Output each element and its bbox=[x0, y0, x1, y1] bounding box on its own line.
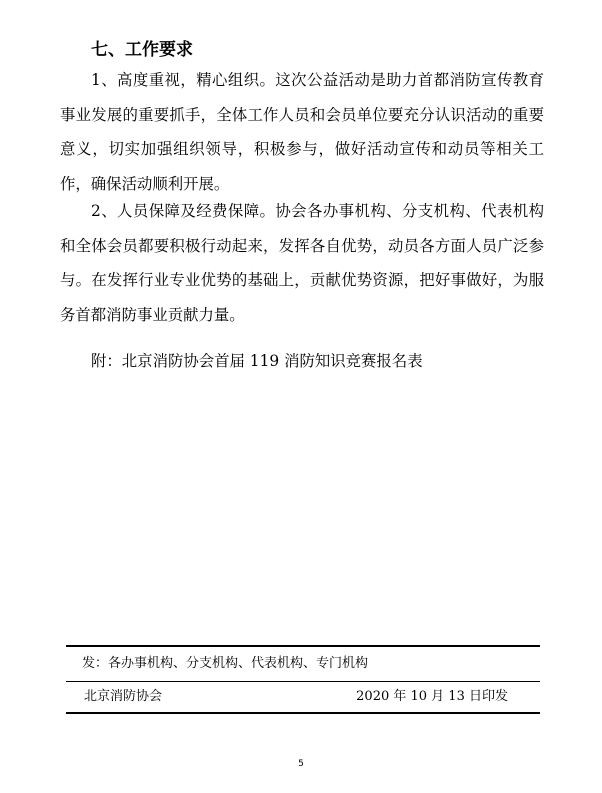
requirement-paragraph-1: 1、高度重视，精心组织。这次公益活动是助力首都消防宣传教育事业发展的重要抓手，全体工作人员和会员单位要充分认识活动的重要意义，切实加强组织领导，积极参与，做好活动宣传和动员等相关工作，确保活动顺利开展。 bbox=[60, 71, 544, 193]
attachment-note: 附：北京消防协会首届 119 消防知识竞赛报名表 bbox=[91, 352, 423, 370]
page-number: 5 bbox=[298, 759, 304, 769]
footer-middle-rule bbox=[66, 681, 540, 682]
issuing-organization: 北京消防协会 bbox=[84, 689, 163, 704]
footer-bottom-rule bbox=[66, 712, 540, 714]
footer-top-rule bbox=[66, 645, 540, 647]
requirement-paragraph-2: 2、人员保障及经费保障。协会各办事机构、分支机构、代表机构和全体会员都要积极行动起来，发挥各自优势，动员各方面人员广泛参与。在发挥行业专业优势的基础上，贡献优势资源，把好事做好，为服务首都消防事业贡献力量。 bbox=[60, 202, 544, 324]
section-heading: 七、工作要求 bbox=[91, 40, 193, 60]
issue-date: 2020 年 10 月 13 日印发 bbox=[356, 689, 508, 704]
distribution-list: 发：各办事机构、分支机构、代表机构、专门机构 bbox=[82, 656, 369, 671]
